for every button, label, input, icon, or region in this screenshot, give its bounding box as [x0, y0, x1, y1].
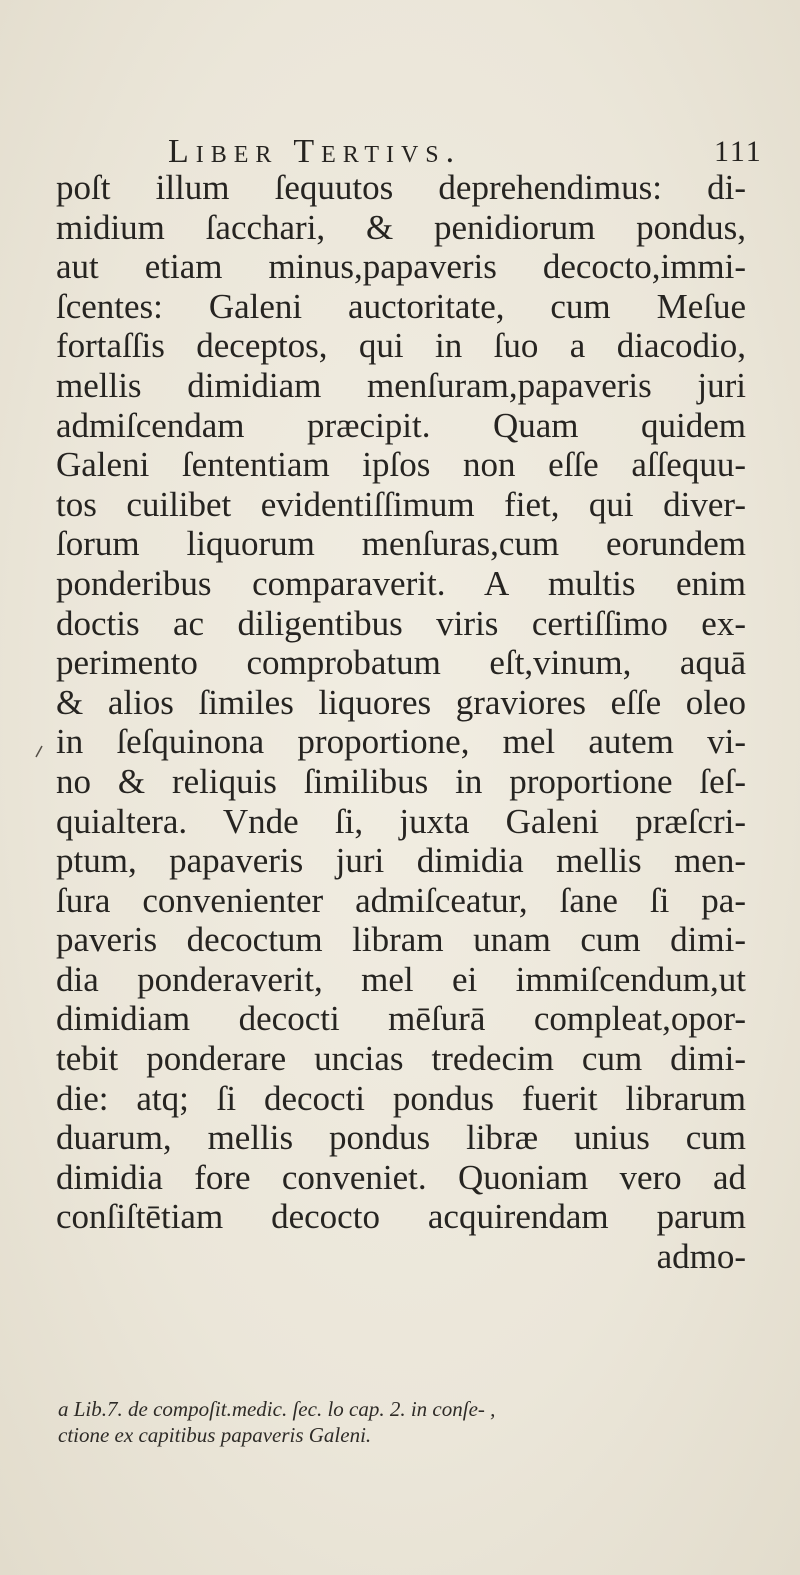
text-line: admiſcendam præcipit. Quam quidem [56, 405, 746, 445]
running-title: Liber Tertivs. [168, 133, 462, 170]
text-line: ſcentes: Galeni auctoritate, cum Meſue [56, 286, 746, 326]
text-line: poſt illum ſequutos deprehendimus: di- [56, 168, 746, 207]
text-line: ponderibus comparaverit. A multis enim [56, 563, 746, 603]
text-line: die: atq; ſi decocti pondus fuerit librarum [56, 1078, 746, 1118]
catchword: admo- [656, 1237, 746, 1277]
text-line: no & reliquis ſimilibus in proportione ſeſ- [56, 761, 746, 801]
margin-mark-icon [34, 745, 44, 759]
page-number: 111 [714, 135, 763, 168]
text-line: duarum, mellis pondus libræ unius cum [56, 1118, 746, 1158]
text-line: doctis ac diligentibus viris certiſſimo ex- [56, 603, 746, 643]
text-line: mellis dimidiam menſuram,papaveris juri [56, 365, 746, 405]
text-line: paveris decoctum libram unam cum dimi- [56, 920, 746, 960]
text-line: in ſeſquinona proportione, mel autem vi- [56, 722, 746, 762]
text-line: dia ponderaverit, mel ei immiſcendum,ut [56, 959, 746, 999]
text-line: & alios ſimiles liquores graviores eſſe oleo [56, 682, 746, 722]
text-line: dimidiam decocti mēſurā compleat,opor- [56, 999, 746, 1039]
text-line: ſorum liquorum menſuras,cum eorundem [56, 524, 746, 564]
text-line: dimidia fore conveniet. Quoniam vero ad [56, 1157, 746, 1197]
body-text [56, 168, 746, 1277]
text-line: quialtera. Vnde ſi, juxta Galeni præſcri- [56, 801, 746, 841]
text-line: fortaſſis deceptos, qui in ſuo a diacodio, [56, 326, 746, 366]
footnote [58, 1396, 738, 1448]
text-line: tebit ponderare uncias tredecim cum dimi- [56, 1039, 746, 1079]
text-line: conſiſtētiam decocto acquirendam parum [56, 1197, 746, 1237]
footnote-line: ctione ex capitibus papaveris Galeni. [58, 1423, 372, 1447]
footnote-line: a Lib.7. de compoſit.medic. ſec. lo cap. 2. in conſe- , [58, 1397, 496, 1421]
text-line: ſura convenienter admiſceatur, ſane ſi pa- [56, 880, 746, 920]
text-line: ptum, papaveris juri dimidia mellis men- [56, 841, 746, 881]
text-line: perimento comprobatum eſt,vinum, aquā [56, 643, 746, 683]
text-line: tos cuilibet evidentiſſimum fiet, qui diver- [56, 484, 746, 524]
text-line: Galeni ſententiam ipſos non eſſe aſſequu- [56, 445, 746, 485]
text-line: aut etiam minus,papaveris decocto,immi- [56, 247, 746, 287]
text-line: midium ſacchari, & penidiorum pondus, [56, 207, 746, 247]
